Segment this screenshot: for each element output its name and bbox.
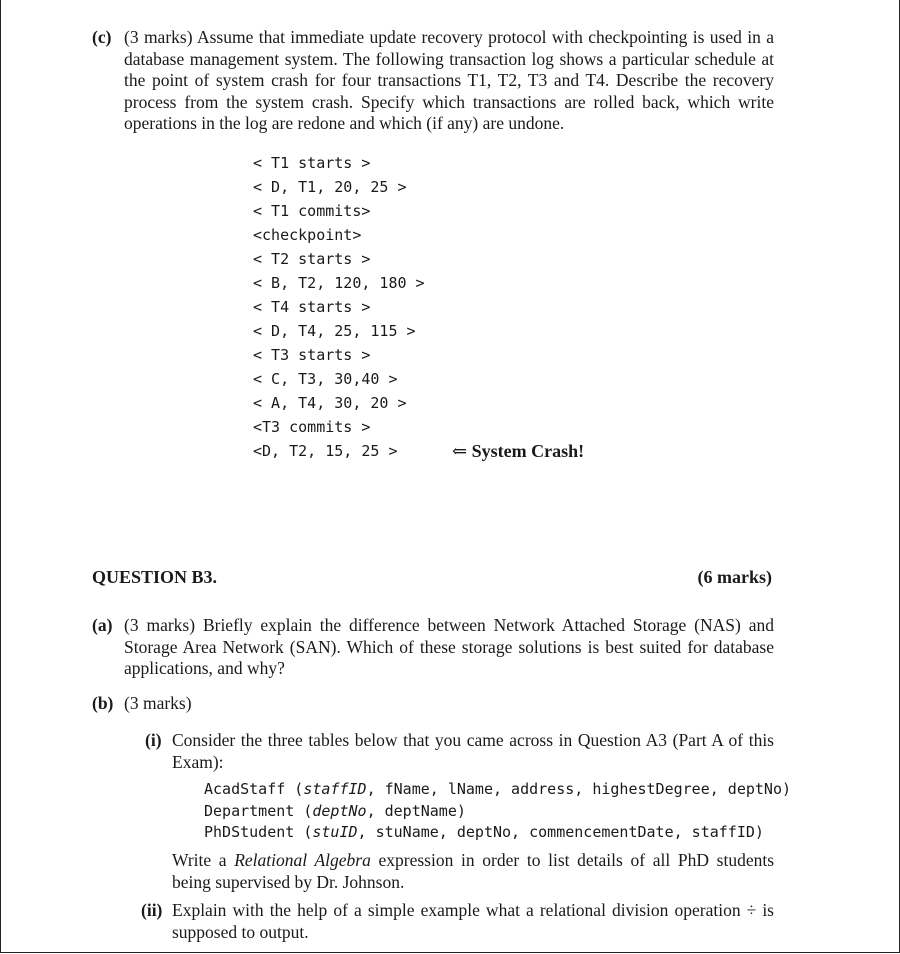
log-line: < D, T1, 20, 25 > xyxy=(253,178,407,196)
table-schema-department: Department (deptNo, deptName) xyxy=(204,802,466,820)
part-c-text xyxy=(124,27,774,135)
log-line: < T1 starts > xyxy=(253,154,371,172)
part-b-i-intro: Consider the three tables below that you came across in Question A3 (Part A of this Exam): xyxy=(172,730,774,772)
part-b-i-task: Write a Relational Algebra expression in order to list details of all PhD students being supervised by Dr. Johnson. xyxy=(172,850,775,892)
part-b-label: (b) xyxy=(92,693,114,713)
log-line: < T3 starts > xyxy=(253,346,371,364)
system-crash-note xyxy=(452,441,584,463)
part-b-i-label: (i) xyxy=(145,730,162,750)
log-line: < B, T2, 120, 180 > xyxy=(253,274,425,292)
log-line: <D, T2, 15, 25 > xyxy=(253,442,398,460)
part-c-body: Assume that immediate update recovery protocol with checkpointing is used in a database management system. The following transaction log shows a particular schedule at the point of system crash for four transactions T1, T2, T3 and T4. Describe the recovery process from the system crash. Specify which transactions are rolled back, which write operations in the log are redone and which (if any) are undone. xyxy=(124,27,774,133)
part-b-marks: (3 marks) xyxy=(124,693,192,713)
log-line: < A, T4, 30, 20 > xyxy=(253,394,407,412)
log-line: < T2 starts > xyxy=(253,250,371,268)
part-b-ii-text: Explain with the help of a simple example what a relational division operation ÷ is supposed to output. xyxy=(172,900,774,942)
log-line: < D, T4, 25, 115 > xyxy=(253,322,416,340)
log-line: < T4 starts > xyxy=(253,298,371,316)
part-c-label: (c) xyxy=(92,27,112,47)
system-crash-label: System Crash! xyxy=(471,441,585,461)
table-schema-phdstudent: PhDStudent (stuID, stuName, deptNo, commencementDate, staffID) xyxy=(204,823,764,841)
table-schema-acadstaff: AcadStaff (staffID, fName, lName, address, highestDegree, deptNo) xyxy=(204,780,792,798)
question-marks: (6 marks) xyxy=(697,567,772,587)
part-c-marks: (3 marks) xyxy=(124,27,193,47)
part-a-text xyxy=(124,615,774,680)
question-title: QUESTION B3. xyxy=(92,567,218,587)
log-line: < C, T3, 30,40 > xyxy=(253,370,398,388)
log-line: <checkpoint> xyxy=(253,226,362,244)
part-a-body: Briefly explain the difference between Network Attached Storage (NAS) and Storage Area Network (SAN). Which of these storage solutions is best suited for database applications, and why? xyxy=(124,615,774,678)
log-line: <T3 commits > xyxy=(253,418,371,436)
part-a-marks: (3 marks) xyxy=(124,615,196,635)
left-arrow-icon: ⇐ xyxy=(452,441,468,461)
part-b-ii-label: (ii) xyxy=(141,900,163,920)
part-a-label: (a) xyxy=(92,615,113,635)
log-line: < T1 commits> xyxy=(253,202,371,220)
